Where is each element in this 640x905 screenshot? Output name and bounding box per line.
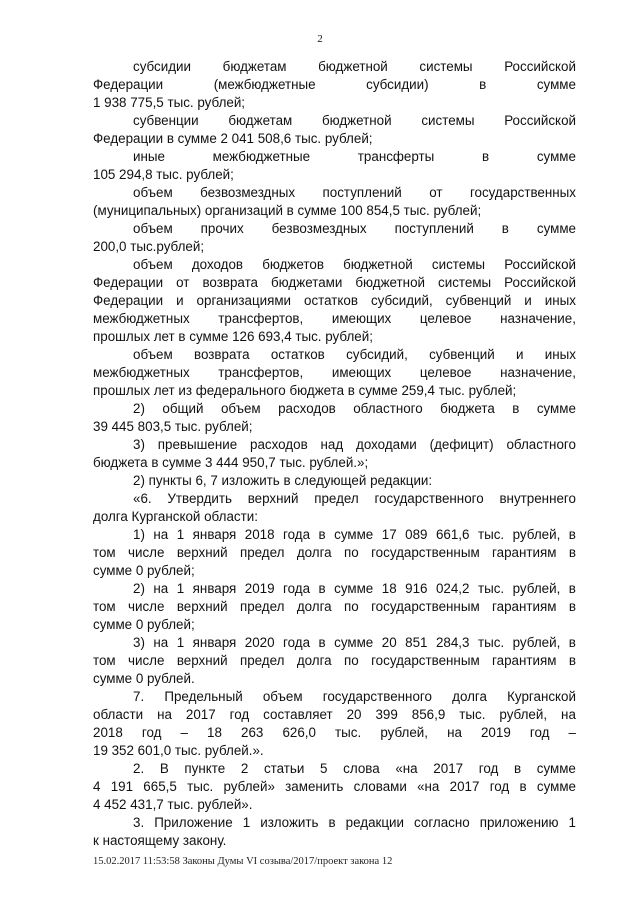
text-line: [133, 346, 576, 364]
word: прочих: [200, 221, 244, 236]
word: по: [344, 599, 359, 614]
word: в: [318, 635, 326, 650]
word: расходов: [278, 401, 336, 416]
text-line: [133, 526, 576, 544]
word: субсидии: [133, 59, 192, 74]
text-line: [133, 688, 576, 706]
word: числе: [128, 653, 165, 668]
word: тыс.: [477, 635, 505, 650]
word: субвенций: [429, 347, 495, 362]
word: 1: [176, 635, 185, 650]
word: 1: [568, 815, 576, 830]
word: рублей,: [512, 581, 561, 596]
word: доходов: [191, 257, 244, 272]
word: года: [283, 635, 311, 650]
word: приложению: [479, 815, 559, 830]
word: и: [176, 293, 184, 308]
word: (межбюджетные: [213, 77, 316, 92]
word: января: [192, 527, 237, 542]
text-line: [133, 580, 576, 598]
text-line: [93, 274, 576, 292]
word: организациями: [196, 293, 292, 308]
word: трансфертов,: [218, 311, 304, 326]
word: года: [283, 527, 311, 542]
word: 2): [133, 581, 145, 596]
text-line: Федерации в сумме 2 041 508,6 тыс. рублей;: [93, 131, 373, 146]
text-line: [133, 220, 576, 238]
word: и: [524, 293, 532, 308]
word: 1: [176, 527, 185, 542]
word: объем: [133, 257, 173, 272]
word: 856,9: [411, 707, 446, 722]
word: 18: [381, 581, 397, 596]
word: словами: [353, 779, 407, 794]
word: государственных: [469, 185, 576, 200]
word: 1: [242, 815, 251, 830]
word: «на: [395, 761, 418, 776]
word: в: [318, 581, 326, 596]
text-line: 105 294,8 тыс. рублей;: [93, 167, 234, 182]
word: 20: [346, 707, 362, 722]
word: год: [478, 761, 499, 776]
word: системы: [431, 257, 486, 272]
text-line: 200,0 тыс.рублей;: [93, 239, 205, 254]
word: объем: [220, 401, 261, 416]
word: сумме: [536, 77, 576, 92]
word: имеющих: [331, 365, 392, 380]
word: верхний: [176, 599, 228, 614]
word: на: [153, 581, 169, 596]
word: редакции: [345, 815, 405, 830]
word: том: [93, 545, 116, 560]
text-line: [133, 436, 576, 454]
word: гарантиям: [492, 653, 557, 668]
word: поступлений: [322, 185, 402, 200]
text-line: [133, 490, 576, 508]
word: межбюджетных: [93, 311, 190, 326]
word: 18: [207, 725, 222, 740]
word: тыс.: [335, 725, 362, 740]
word: объем: [133, 221, 173, 236]
word: «6.: [133, 491, 152, 506]
word: Приложение: [154, 815, 233, 830]
word: субсидий,: [346, 347, 408, 362]
word: –: [180, 725, 188, 740]
word: том: [93, 653, 116, 668]
word: области: [93, 707, 144, 722]
word: государственного: [374, 491, 484, 506]
word: тыс.: [459, 707, 486, 722]
word: 1): [133, 527, 145, 542]
word: 284,3: [435, 635, 470, 650]
word: сумме: [334, 635, 374, 650]
word: год: [489, 779, 510, 794]
word: бюджетной: [318, 59, 388, 74]
text-line: [133, 148, 576, 166]
word: гарантиям: [492, 599, 557, 614]
word: 4: [93, 779, 101, 794]
word: Российской: [504, 59, 576, 74]
word: 851: [405, 635, 428, 650]
word: 2020: [244, 635, 275, 650]
word: межбюджетных: [93, 365, 190, 380]
word: предел: [239, 545, 285, 560]
word: в: [568, 599, 576, 614]
word: том: [93, 599, 116, 614]
text-line: [133, 256, 576, 274]
word: на: [447, 725, 462, 740]
word: года: [283, 581, 311, 596]
word: в: [568, 545, 576, 560]
word: рублей»: [223, 779, 275, 794]
word: государственным: [371, 545, 480, 560]
word: иных: [544, 293, 576, 308]
word: бюджетам: [222, 59, 287, 74]
word: превышение: [157, 437, 238, 452]
word: «на: [417, 779, 440, 794]
word: долга: [452, 689, 487, 704]
word: в: [568, 653, 576, 668]
word: заменить: [285, 779, 344, 794]
word: 626,0: [282, 725, 316, 740]
text-line: [133, 760, 576, 778]
word: сумме: [334, 527, 374, 542]
word: предел: [239, 653, 285, 668]
word: 263: [241, 725, 264, 740]
text-line: [133, 400, 576, 418]
word: Предельный: [164, 689, 243, 704]
word: Утвердить: [167, 491, 232, 506]
text-line: к настоящему закону.: [93, 833, 227, 848]
text-line: 1 938 775,5 тыс. рублей;: [93, 95, 246, 110]
text-line: сумме 0 рублей;: [93, 617, 195, 632]
word: иных: [544, 347, 576, 362]
word: 7.: [133, 689, 145, 704]
word: бюджетной: [321, 113, 392, 128]
word: изложить: [260, 815, 319, 830]
word: целевое: [419, 311, 472, 326]
word: 3): [133, 437, 145, 452]
word: объем: [262, 689, 303, 704]
word: слова: [343, 761, 380, 776]
word: остатков: [304, 293, 358, 308]
word: в: [512, 401, 520, 416]
word: Курганской: [507, 689, 576, 704]
word: трансферты: [357, 149, 435, 164]
word: бюджетов: [262, 257, 324, 272]
word: безвозмездных: [200, 185, 296, 200]
word: бюджета: [440, 401, 495, 416]
word: сумме: [536, 221, 576, 236]
word: в: [568, 581, 576, 596]
word: гарантиям: [492, 545, 557, 560]
word: иные: [133, 149, 165, 164]
word: рублей,: [380, 725, 428, 740]
word: на: [153, 635, 169, 650]
word: долга: [296, 545, 332, 560]
word: имеющих: [331, 311, 392, 326]
text-line: 19 352 601,0 тыс. рублей.».: [93, 743, 264, 758]
text-line: [93, 292, 576, 310]
word: по: [344, 545, 359, 560]
word: –: [568, 725, 576, 740]
word: предел: [239, 599, 285, 614]
word: на: [561, 707, 576, 722]
word: общий: [162, 401, 204, 416]
word: 5: [320, 761, 328, 776]
word: 024,2: [435, 581, 470, 596]
word: субвенций: [445, 293, 512, 308]
word: сумме: [334, 581, 374, 596]
word: поступлений: [394, 221, 474, 236]
word: бюджетам: [228, 113, 293, 128]
word: января: [192, 581, 237, 596]
text-line: 2) пункты 6, 7 изложить в следующей редакции:: [133, 473, 433, 488]
word: в: [328, 815, 336, 830]
word: пункте: [184, 761, 226, 776]
word: областного: [506, 437, 576, 452]
word: год: [529, 725, 550, 740]
word: тыс.: [477, 581, 505, 596]
word: 399: [375, 707, 398, 722]
text-line: (муниципальных) организаций в сумме 100 854,5 тыс. рублей;: [93, 203, 482, 218]
word: сумме: [536, 149, 576, 164]
text-line: сумме 0 рублей.: [93, 671, 195, 686]
word: согласно: [414, 815, 470, 830]
word: в: [482, 149, 490, 164]
word: от: [176, 275, 190, 290]
word: 665,5: [143, 779, 177, 794]
word: бюджетной: [343, 257, 413, 272]
text-line: [93, 652, 576, 670]
word: 2017: [185, 707, 216, 722]
word: в: [479, 77, 487, 92]
word: 2): [133, 401, 145, 416]
word: 2017: [449, 779, 480, 794]
word: по: [344, 653, 359, 668]
text-line: [93, 778, 576, 796]
word: сумме: [536, 779, 576, 794]
word: внутреннего: [499, 491, 576, 506]
word: 1: [176, 581, 185, 596]
word: в: [318, 527, 326, 542]
text-line: [93, 598, 576, 616]
word: 20: [381, 635, 397, 650]
word: и: [516, 347, 524, 362]
text-line: [93, 76, 576, 94]
word: субсидии): [366, 77, 429, 92]
word: 191: [110, 779, 134, 794]
word: 089: [405, 527, 428, 542]
word: от: [429, 185, 443, 200]
word: объем: [133, 185, 173, 200]
word: января: [192, 635, 237, 650]
word: субсидий,: [370, 293, 433, 308]
word: сумме: [536, 401, 576, 416]
word: Федерации: [93, 275, 164, 290]
word: 916: [405, 581, 428, 596]
word: в: [568, 635, 576, 650]
word: возврата: [202, 275, 258, 290]
word: верхний: [176, 653, 228, 668]
text-line: [133, 112, 576, 130]
word: над: [320, 437, 344, 452]
word: в: [501, 221, 509, 236]
word: рублей,: [512, 635, 561, 650]
word: доходами: [356, 437, 417, 452]
word: назначение,: [500, 311, 576, 326]
word: безвозмездных: [271, 221, 367, 236]
word: 2017: [433, 761, 464, 776]
word: Российской: [504, 113, 576, 128]
text-line: сумме 0 рублей;: [93, 563, 195, 578]
word: 2019: [244, 581, 275, 596]
text-line: 39 445 803,5 тыс. рублей;: [93, 419, 253, 434]
text-line: бюджета в сумме 3 444 950,7 тыс. рублей.»;: [93, 455, 369, 470]
word: предел: [314, 491, 359, 506]
word: государственным: [371, 653, 480, 668]
word: 2019: [480, 725, 511, 740]
word: 2.: [133, 761, 145, 776]
word: год: [229, 707, 250, 722]
word: остатков: [270, 347, 325, 362]
text-line: прошлых лет в сумме 126 693,4 тыс. рублей;: [93, 329, 373, 344]
word: 2018: [93, 725, 123, 740]
text-line: [93, 706, 576, 724]
word: трансфертов,: [218, 365, 304, 380]
word: возврата: [193, 347, 250, 362]
word: в: [519, 779, 527, 794]
text-line: [93, 310, 576, 328]
word: на: [157, 707, 172, 722]
word: 3): [133, 635, 145, 650]
word: целевое: [419, 365, 472, 380]
page-number: 2: [317, 33, 323, 45]
word: Российской: [504, 275, 576, 290]
text-line: [133, 814, 576, 832]
word: субвенции: [133, 113, 199, 128]
word: тыс.: [187, 779, 214, 794]
word: В: [159, 761, 169, 776]
text-line: [133, 58, 576, 76]
word: долга: [296, 653, 332, 668]
word: системы: [421, 113, 475, 128]
text-line: [133, 184, 576, 202]
text-line: прошлых лет из федерального бюджета в сумме 259,4 тыс. рублей;: [93, 383, 517, 398]
word: Федерации: [93, 293, 164, 308]
word: 661,6: [435, 527, 470, 542]
word: верхний: [247, 491, 299, 506]
word: составляет: [263, 707, 333, 722]
word: 2018: [244, 527, 275, 542]
word: 2: [240, 761, 249, 776]
word: 3.: [133, 815, 145, 830]
word: долга: [296, 599, 332, 614]
word: числе: [128, 599, 165, 614]
word: назначение,: [500, 365, 576, 380]
word: тыс.: [477, 527, 505, 542]
text-line: [93, 364, 576, 382]
word: Федерации: [93, 77, 164, 92]
word: Российской: [504, 257, 576, 272]
word: рублей,: [499, 707, 548, 722]
word: областного: [353, 401, 423, 416]
word: рублей,: [512, 527, 561, 542]
word: государственным: [371, 599, 480, 614]
word: год: [141, 725, 162, 740]
word: межбюджетные: [212, 149, 311, 164]
word: бюджетами: [271, 275, 343, 290]
text-line: 4 452 431,7 тыс. рублей».: [93, 797, 253, 812]
text-line: [133, 634, 576, 652]
word: системы: [419, 59, 473, 74]
word: числе: [128, 545, 165, 560]
page-footer: 15.02.2017 11:53:58 Законы Думы VI созыва/2017/проект закона 12: [93, 856, 393, 867]
text-line: долга Курганской области:: [93, 509, 258, 524]
word: государственного: [322, 689, 432, 704]
word: верхний: [176, 545, 228, 560]
word: расходов: [250, 437, 308, 452]
text-line: [93, 544, 576, 562]
word: системы: [438, 275, 492, 290]
word: на: [153, 527, 169, 542]
word: сумме: [536, 761, 576, 776]
word: (дефицит): [429, 437, 494, 452]
word: бюджетной: [355, 275, 425, 290]
word: в: [568, 527, 576, 542]
text-line: [93, 724, 576, 742]
word: в: [513, 761, 522, 776]
word: статьи: [263, 761, 305, 776]
word: 17: [381, 527, 397, 542]
word: объем: [133, 347, 173, 362]
